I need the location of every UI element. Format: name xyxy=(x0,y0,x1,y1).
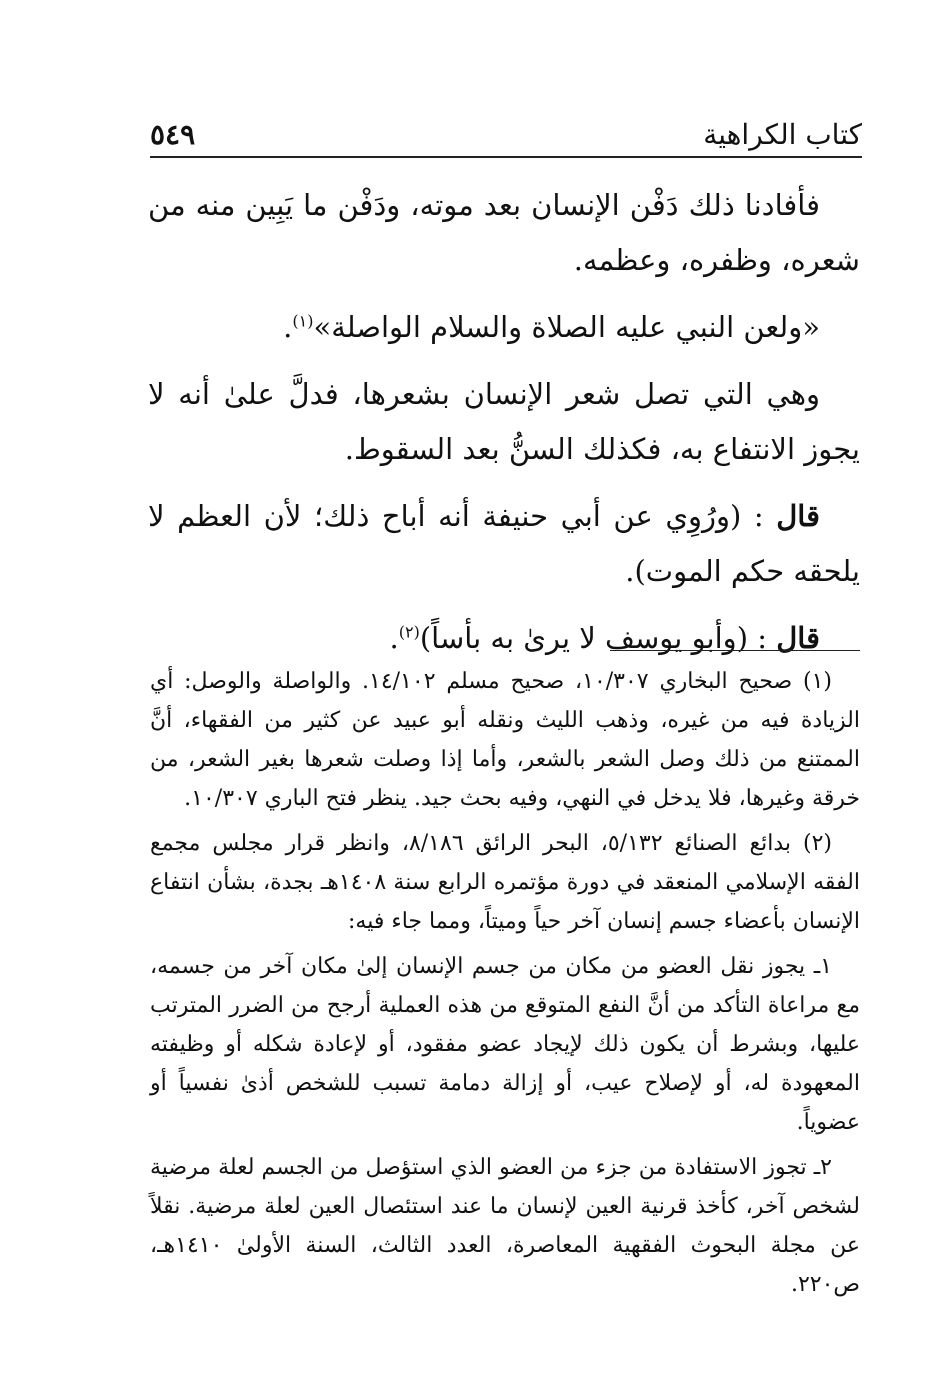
paragraph-4-text: : (ورُوِي عن أبي حنيفة أنه أباح ذلك؛ لأن العظم لا يلحقه حكم الموت). xyxy=(148,499,860,588)
footnotes xyxy=(150,662,860,1310)
period: . xyxy=(389,621,399,655)
qala-label: قال xyxy=(776,621,820,655)
paragraph-2 xyxy=(148,300,860,355)
footnote-2: (٢) بدائع الصنائع ٥/١٣٢، البحر الرائق ٨/١٨٦، وانظر قرار مجلس مجمع الفقه الإسلامي المنعقد في دورة مؤتمره الرابع سنة ١٤٠٨هـ بجدة، بشأن انتفاع الإنسان بأعضاء جسم إنسان آخر حياً وميتاً، ومما جاء فيه: xyxy=(150,831,861,934)
chapter-title: كتاب الكراهية xyxy=(703,118,862,151)
paragraph-5-text: : (وأبو يوسف لا يرىٰ به بأساً) xyxy=(419,621,777,655)
footnote-ref-2[interactable]: (٢) xyxy=(398,622,420,642)
footnote-separator xyxy=(610,650,860,651)
footnote-2-item-2: ٢ـ تجوز الاستفادة من جزء من العضو الذي استؤصل من الجسم لعلة مرضية لشخص آخر، كأخذ قرنية العين لإنسان ما عند استئصال العين لعلة مرضية. نقلاً عن مجلة البحوث الفقهية المعاصرة، العدد الثالث، السنة الأولىٰ ١٤١٠هـ، ص٢٢٠. xyxy=(150,1155,860,1297)
paragraph-3: وهي التي تصل شعر الإنسان بشعرها، فدلَّ علىٰ أنه لا يجوز الانتفاع به، فكذلك السنُّ بعد السقوط. xyxy=(148,377,860,466)
period: . xyxy=(283,310,293,344)
paragraph-4 xyxy=(148,489,860,599)
running-header xyxy=(150,112,862,158)
footnote-1: (١) صحيح البخاري ١٠/٣٠٧، صحيح مسلم ١٤/١٠٢. والواصلة والوصل: أي الزيادة فيه من غيره، وذهب الليث ونقله أبو عبيد عن كثير من الفقهاء، أنَّ الممتنع من ذلك وصل الشعر بالشعر، وأما إذا وصلت شعرها بغير الشعر، من خرقة وغيرها، فلا يدخل في النهي، وفيه بحث جيد. ينظر فتح الباري ١٠/٣٠٧. xyxy=(150,669,860,811)
paragraph-1: فأفادنا ذلك دَفْن الإنسان بعد موته، ودَفْن ما يَبِين منه من شعره، وظفره، وعظمه. xyxy=(148,188,860,277)
footnote-2-item-1: ١ـ يجوز نقل العضو من مكان من جسم الإنسان إلىٰ مكان آخر من جسمه، مع مراعاة التأكد من أنَّ النفع المتوقع من هذه العملية أرجح من الضرر المترتب عليها، وبشرط أن يكون ذلك لإيجاد عضو مفقود، أو لإعادة شكله أو وظيفته المعهودة له، أو لإصلاح عيب، أو إزالة دمامة تسبب للشخص أذىٰ نفسياً أو عضوياً. xyxy=(150,954,860,1135)
main-text xyxy=(148,178,860,678)
page-number: ٥٤٩ xyxy=(150,118,196,151)
qala-label: قال xyxy=(776,499,820,533)
hadith-quote: «ولعن النبي عليه الصلاة والسلام الواصلة» xyxy=(313,310,820,344)
paragraph-5 xyxy=(148,611,860,666)
footnote-ref-1[interactable]: (١) xyxy=(292,311,314,331)
